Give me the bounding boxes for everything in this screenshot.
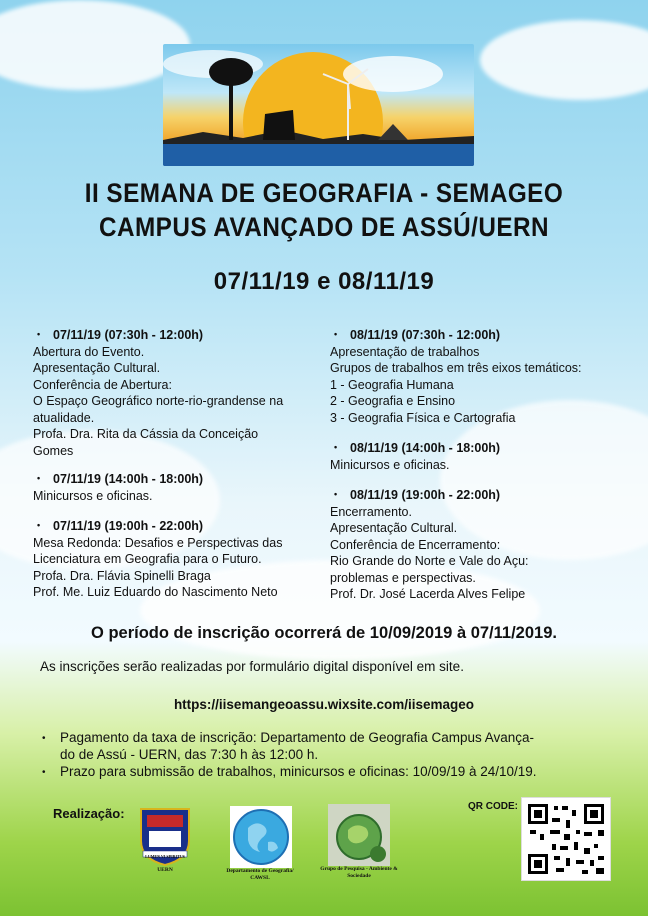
schedule-line: Minicursos e oficinas.	[33, 488, 153, 503]
schedule-line: 3 - Geografia Física e Cartografia	[330, 410, 516, 425]
schedule-line: Apresentação de trabalhos	[330, 344, 480, 359]
schedule-line: Conferência de Encerramento:	[330, 537, 501, 552]
schedule-line: Conferência de Abertura:	[33, 377, 172, 392]
info-bullets	[40, 729, 620, 780]
schedule-block	[330, 327, 630, 426]
schedule-line: Abertura do Evento.	[33, 344, 145, 359]
geography-department-caption: Departamento de Geografia/ CAWSL	[226, 868, 294, 881]
uern-motto: LUMEN VI SPIRITUS	[145, 854, 185, 859]
schedule-block	[33, 327, 323, 459]
bullet-line: • Pagamento da taxa de inscrição: Departamento de Geografia Campus Avança-	[60, 730, 535, 745]
registration-note: As inscrições serão realizadas por formulário digital disponível em site.	[40, 659, 464, 674]
event-dates: 07/11/19 e 08/11/19	[213, 268, 435, 295]
uern-caption: UERN	[157, 867, 173, 873]
registration-period: O período de inscrição ocorrerá de 10/09/2019 à 07/11/2019.	[91, 624, 557, 642]
schedule-heading: • 07/11/19 (14:00h - 18:00h)	[33, 471, 323, 488]
schedule-line: Apresentação Cultural.	[33, 361, 161, 375]
landscape-illustration	[163, 44, 474, 166]
schedule-line: Mesa Redonda: Desafios e Perspectivas das	[33, 535, 283, 550]
schedule-line: O Espaço Geográfico norte-rio-grandense na	[33, 394, 284, 408]
bullet-line: do de Assú - UERN, das 7:30 h às 12:00 h.	[60, 747, 319, 762]
qr-code-icon	[522, 798, 610, 880]
schedule-left-column	[33, 327, 323, 613]
environment-globe-icon	[328, 804, 390, 866]
schedule-block	[330, 487, 630, 603]
schedule-block	[33, 471, 323, 504]
registration-url[interactable]: https://iisemangeoassu.wixsite.com/iisemageo	[173, 697, 475, 712]
research-group-caption: Grupo de Pesquisa - Ambiente & Sociedade	[320, 866, 398, 879]
schedule-line: atualidade.	[33, 410, 95, 425]
event-subtitle: CAMPUS AVANÇADO DE ASSÚ/UERN	[98, 212, 550, 242]
schedule-line: 2 - Geografia e Ensino	[330, 394, 456, 408]
schedule-line: Licenciatura em Geografia para o Futuro.	[33, 552, 262, 566]
schedule-heading: • 08/11/19 (19:00h - 22:00h)	[330, 487, 630, 504]
schedule-line: Apresentação Cultural.	[330, 521, 458, 535]
qr-code-label: QR CODE:	[468, 801, 518, 812]
realizacao-label: Realização:	[53, 806, 125, 821]
schedule-line: Prof. Me. Luiz Eduardo do Nascimento Neto	[33, 585, 278, 599]
schedule-line: Gomes	[33, 443, 74, 458]
schedule-line: Profa. Dra. Rita da Cássia da Conceição	[33, 427, 259, 441]
schedule-line: 1 - Geografia Humana	[330, 377, 454, 392]
landscape-banner-image	[163, 44, 474, 166]
bullet-item	[40, 729, 620, 763]
schedule-heading: • 08/11/19 (07:30h - 12:00h)	[330, 327, 630, 344]
globe-icon	[230, 806, 292, 868]
schedule-line: Rio Grande do Norte e Vale do Açu:	[330, 554, 529, 568]
schedule-line: problemas e perspectivas.	[330, 570, 476, 585]
schedule-line: Encerramento.	[330, 504, 412, 519]
schedule-block	[330, 440, 630, 473]
bullet-line: • Prazo para submissão de trabalhos, minicursos e oficinas: 10/09/19 à 24/10/19.	[60, 764, 537, 779]
schedule-line: Grupos de trabalhos em três eixos temáticos:	[330, 361, 582, 375]
schedule-line: Profa. Dra. Flávia Spinelli Braga	[33, 568, 211, 583]
qr-code[interactable]	[521, 797, 611, 881]
schedule-block	[33, 518, 323, 601]
schedule-line: Prof. Dr. José Lacerda Alves Felipe	[330, 587, 526, 601]
schedule-right-column	[330, 327, 630, 615]
schedule-heading: • 07/11/19 (07:30h - 12:00h)	[33, 327, 323, 344]
schedule-heading: • 08/11/19 (14:00h - 18:00h)	[330, 440, 630, 457]
schedule-heading: • 07/11/19 (19:00h - 22:00h)	[33, 518, 323, 535]
event-title: II SEMANA DE GEOGRAFIA - SEMAGEO	[84, 178, 564, 208]
bullet-item	[40, 763, 620, 780]
schedule-line: Minicursos e oficinas.	[330, 457, 450, 472]
